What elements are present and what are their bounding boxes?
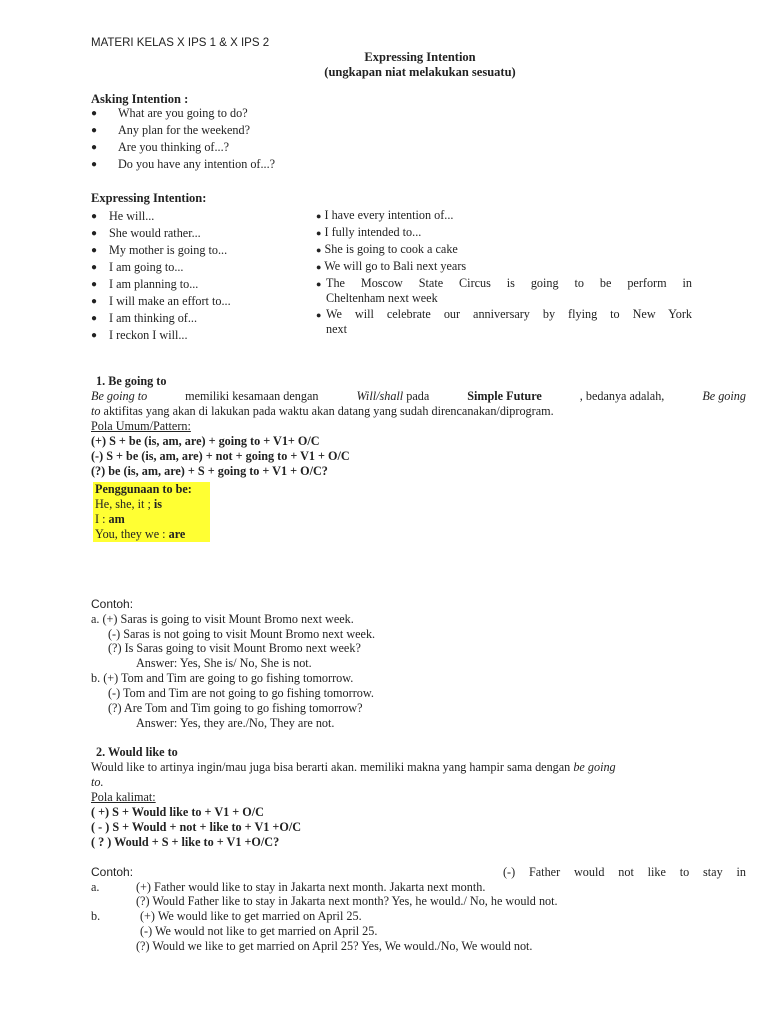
contoh-label: Contoh: <box>91 597 134 611</box>
list-item: ● Are you thinking of...? <box>91 140 230 154</box>
example-line: (?) Would we like to get married on April 25? Yes, We would./No, We would not. <box>136 939 533 953</box>
example-line: (-) Tom and Tim are not going to go fishing tomorrow. <box>108 686 374 700</box>
list-item: ● <box>316 279 322 289</box>
pattern-label: Pola kalimat: <box>91 790 156 804</box>
section-2-paragraph: Would like to artinya ingin/mau juga bisa berarti akan. memiliki makna yang hampir sama dengan be going <box>91 760 616 774</box>
usage-line: He, she, it ; is <box>95 497 163 511</box>
example-line: (?) Are Tom and Tim going to go fishing tomorrow? <box>108 701 363 715</box>
pattern-negative: (-) S + be (is, am, are) + not + going to + V1 + O/C <box>91 449 350 463</box>
list-item-text: Cheltenham next week <box>326 291 438 305</box>
example-line: Answer: Yes, they are./No, They are not. <box>136 716 335 730</box>
list-item: ● I am thinking of... <box>91 311 198 325</box>
page-title: Expressing Intention <box>364 50 476 64</box>
list-item: ● Do you have any intention of...? <box>91 157 276 171</box>
list-item-text: We will celebrate our anniversary by flying to New York <box>326 307 692 321</box>
example-line: (+) Father would like to stay in Jakarta next month. Jakarta next month. <box>136 880 486 894</box>
example-line: (-) Saras is not going to visit Mount Bromo next week. <box>108 627 376 641</box>
example-line: (+) We would like to get married on April 25. <box>140 909 362 923</box>
example-line: a. (+) Saras is going to visit Mount Bromo next week. <box>91 612 354 626</box>
side-note: (-) Father would not like to stay in <box>503 865 746 879</box>
list-item-text: The Moscow State Circus is going to be perform in <box>326 276 692 290</box>
example-line: (?) Is Saras going to visit Mount Bromo next week? <box>108 641 361 655</box>
section-2-heading: 2. Would like to <box>96 745 178 759</box>
list-item: ● <box>316 310 322 320</box>
example-marker: a. <box>91 880 100 894</box>
pattern-question: (?) be (is, am, are) + S + going to + V1 + O/C? <box>91 464 328 478</box>
contoh-label: Contoh: <box>91 865 134 879</box>
list-item: ● He will... <box>91 209 155 223</box>
list-item-text: next <box>326 322 347 336</box>
list-item: ● I am planning to... <box>91 277 199 291</box>
pattern-negative: ( - ) S + Would + not + like to + V1 +O/C <box>91 820 302 834</box>
list-item: ● I will make an effort to... <box>91 294 231 308</box>
example-line: b. (+) Tom and Tim are going to go fishing tomorrow. <box>91 671 354 685</box>
asking-list <box>91 105 275 173</box>
expressing-left-list <box>91 208 231 344</box>
section-2-paragraph-line2: to. <box>91 775 104 789</box>
list-item: ● She is going to cook a cake <box>316 242 458 256</box>
list-item: ● I am going to... <box>91 260 184 274</box>
document-header: MATERI KELAS X IPS 1 & X IPS 2 <box>91 37 270 49</box>
example-marker: b. <box>91 909 101 923</box>
list-item: ● I have every intention of... <box>316 208 454 222</box>
list-item: ● We will go to Bali next years <box>316 259 467 273</box>
expressing-heading: Expressing Intention: <box>91 191 207 205</box>
list-item: ● Any plan for the weekend? <box>91 123 250 137</box>
section-1-heading: 1. Be going to <box>96 374 167 388</box>
example-line: Answer: Yes, She is/ No, She is not. <box>136 656 312 670</box>
usage-line: You, they we : are <box>95 527 186 541</box>
pattern-positive: ( +) S + Would like to + V1 + O/C <box>91 805 264 819</box>
pattern-question: ( ? ) Would + S + like to + V1 +O/C? <box>91 835 280 849</box>
example-line: (?) Would Father like to stay in Jakarta next month? Yes, he would./ No, he would not. <box>136 894 558 908</box>
pattern-positive: (+) S + be (is, am, are) + going to + V1+ O/C <box>91 434 320 448</box>
pattern-label: Pola Umum/Pattern: <box>91 419 191 433</box>
usage-label: Penggunaan to be: <box>95 482 192 496</box>
example-line: (-) We would not like to get married on April 25. <box>140 924 378 938</box>
section-1-paragraph: Be going to memiliki kesamaan dengan Will/shall pada Simple Future , bedanya adalah, Be going <box>91 389 746 403</box>
list-item: ● My mother is going to... <box>91 243 228 257</box>
page-subtitle: (ungkapan niat melakukan sesuatu) <box>324 65 516 79</box>
list-item: ● I reckon I will... <box>91 328 188 342</box>
list-item: ● What are you going to do? <box>91 106 248 120</box>
list-item: ● I fully intended to... <box>316 225 422 239</box>
section-1-paragraph-line2: to aktifitas yang akan di lakukan pada waktu akan datang yang sudah direncanakan/diprogram. <box>91 404 554 418</box>
usage-line: I : am <box>95 512 125 526</box>
list-item: ● She would rather... <box>91 226 201 240</box>
asking-heading: Asking Intention : <box>91 92 189 106</box>
